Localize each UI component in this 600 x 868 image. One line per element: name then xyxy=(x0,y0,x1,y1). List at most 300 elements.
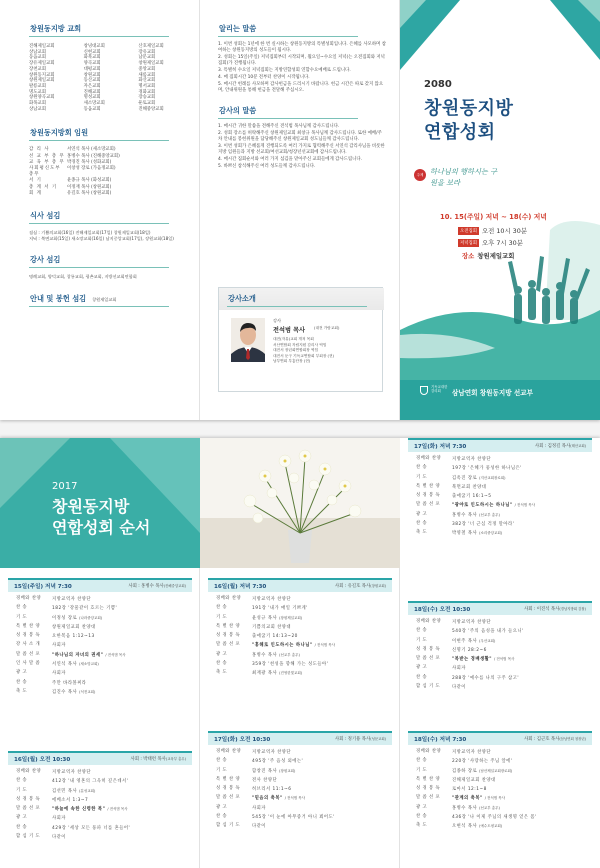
leader-text: 사회 : 정기용 목사 xyxy=(334,737,371,742)
item-main: 359장 '천성을 향해 가는 성도들아' xyxy=(252,662,329,668)
item-value xyxy=(452,813,584,822)
item-label: 축 도 xyxy=(16,688,28,694)
guide-text: 창원제일교회 xyxy=(92,296,117,302)
church-item: 자은교회 xyxy=(83,83,101,89)
item-main: 홍병수 목사 xyxy=(452,805,478,811)
notice-item: 4. 매 집회시간 10분 전부터 찬양이 시작됩니다. xyxy=(218,75,310,80)
item-label: 특 별 찬 양 xyxy=(16,623,41,629)
church-item: 화산교회 xyxy=(138,78,156,84)
schedule-title: 17일(화) 저녁 7:30 xyxy=(414,444,467,450)
panel-notices xyxy=(218,24,386,171)
item-label: 성 경 봉 독 xyxy=(16,633,41,639)
leader-text: 사회 : 박태련 목사 xyxy=(130,757,166,762)
lunch-text: 점심 : 기쁨의교회(16일) 진해제일교회(17일) 창원제일교회(18일) 저녁 : 북면교회(15일) 새소망교회(16일) 남지중앙교회(17일), 장원교회(18일) xyxy=(29,230,174,241)
item-main: 540장 '주의 음성을 내가 들으니' xyxy=(452,629,524,635)
item-value xyxy=(252,632,384,641)
item-note: (소리중앙교회) xyxy=(479,531,503,536)
item-main: 김옥진 장로 xyxy=(452,475,478,481)
item-note: (지산교회장로회) xyxy=(479,475,506,480)
item-value xyxy=(252,813,384,822)
item-main: 545장 '이 눈에 아무증거 아니 뵈어도' xyxy=(252,815,335,821)
item-main: 김선민 목사 xyxy=(52,788,78,794)
item-label: 경배와 찬양 xyxy=(16,769,42,774)
item-value xyxy=(452,492,584,501)
item-label: 말 씀 선 포 xyxy=(16,651,41,657)
item-label: 기 도 xyxy=(416,474,428,480)
item-value xyxy=(52,632,184,641)
church-item: 창원제일교회 xyxy=(138,61,164,67)
staff-row xyxy=(29,191,189,197)
evening-row xyxy=(458,238,523,247)
item-label: 찬 송 xyxy=(16,679,28,685)
host-text: 명례교회, 양덕교회, 창룡교회, 평촌교회, 지방선교회연합회 xyxy=(29,274,137,280)
item-value xyxy=(452,646,584,655)
schedule-items xyxy=(208,592,392,679)
item-note: (선교부 총무) xyxy=(479,805,500,810)
church-item: 명성교회 xyxy=(83,95,101,101)
fold-line xyxy=(199,0,200,420)
leader-text: 사회 : 이진석 목사 xyxy=(523,607,560,612)
leader-note: (교육부 총무) xyxy=(165,757,186,761)
item-main: 서연석 목사 xyxy=(52,662,78,668)
item-value xyxy=(252,651,384,660)
bio-item: 대전서 둔구 기독교연합회 부회장 (현) xyxy=(273,353,334,358)
item-note: / 전석범 목사 xyxy=(494,657,515,662)
schedule-header xyxy=(8,751,192,765)
speaker-heading: 강사소개 xyxy=(227,294,390,304)
item-note: (우산교회) xyxy=(479,638,496,643)
item-main: 197장 '은혜가 풍성한 하나님은' xyxy=(452,466,522,472)
item-main: "광야로 인도하시는 하나님" xyxy=(452,503,513,509)
item-main: 사회자 xyxy=(52,643,66,649)
notice-list xyxy=(218,42,386,94)
item-main: 이현주 목사 xyxy=(452,638,478,644)
item-note: (창원교회) xyxy=(279,768,296,773)
item-main: 436장 '나 이제 주님의 새생명 얻은 몸' xyxy=(452,815,537,821)
guide-row xyxy=(29,294,189,304)
morning-time: 오전 10시 30분 xyxy=(481,227,527,235)
item-main: "하늘에 속한 신령한 복" xyxy=(52,807,106,813)
item-value xyxy=(252,767,384,776)
cover-dates: 10. 15(주일) 저녁 ~ 18(수) 저녁 xyxy=(440,213,547,221)
item-label: 찬 송 xyxy=(16,778,28,784)
item-note: / 전석범 목사 xyxy=(105,652,126,657)
item-label: 기 도 xyxy=(216,767,228,773)
item-value xyxy=(452,511,584,520)
schedule-block xyxy=(8,751,192,868)
church-item: 상남교회 xyxy=(29,106,46,112)
item-label: 축 도 xyxy=(416,823,428,829)
footer-text: 삼남연회 창원동지방 선교부 xyxy=(452,389,534,397)
item-note: (선교부 총무) xyxy=(279,652,300,657)
church-item: 동산교회 xyxy=(83,78,101,84)
item-label: 축 도 xyxy=(216,670,228,676)
item-value xyxy=(52,614,184,623)
thanks-item: 2. 성회 장소를 허락해주신 창원제일교회 최창규 목사님께 감사드립니다. 또한 예배/주차 안내를 봉헌위원을 담당해주신 창원제일교회 성도님들께 감사드립니다. xyxy=(218,131,382,142)
item-main: 창원제일교회 찬양대 xyxy=(52,624,96,630)
church-item: 산호제일교회 xyxy=(138,44,164,49)
evening-tag: 저녁집회 xyxy=(460,240,477,246)
schedule-block xyxy=(408,438,592,598)
item-value xyxy=(452,794,584,803)
item-main: "복받는 경배생활" xyxy=(452,657,493,663)
cover-art xyxy=(400,0,600,420)
staff-title: 사회평신도부 총무 xyxy=(29,166,61,178)
cover-theme: 하나님의 행하시는 구원을 보라 xyxy=(430,167,498,187)
item-value xyxy=(252,614,384,623)
item-label: 성 경 봉 독 xyxy=(16,796,41,802)
bio-item: 대전서 장년회연합회장 역임 xyxy=(273,348,319,353)
notice-item: 3. 특별히 수요일 저녁집회는 지방연합성회 연합수요예배로 드립니다. xyxy=(218,68,351,73)
panel-info xyxy=(29,24,189,304)
item-main: 히브리서 11:1~6 xyxy=(252,787,292,793)
church-item: 창원양곡교회 xyxy=(29,95,55,101)
schedule-leader xyxy=(335,583,386,589)
staff-title: 교 육 부 총 무 xyxy=(29,159,65,165)
item-label: 성 경 봉 독 xyxy=(216,786,241,792)
item-label: 경배와 찬양 xyxy=(416,749,442,754)
speaker-church: (대전 가람교회) xyxy=(314,326,340,330)
schedule-items xyxy=(8,592,192,697)
schedule-block xyxy=(208,731,392,868)
bio-item: 대전(자유)교회 개척 목회 xyxy=(273,337,314,341)
item-value xyxy=(52,660,184,669)
item-label: 찬 송 xyxy=(216,661,228,667)
item-main: 박영철 목사 xyxy=(452,531,478,537)
church-item: 중앙교회 xyxy=(138,66,156,72)
morning-tag: 오전집회 xyxy=(460,228,477,234)
schedule-header xyxy=(408,438,592,452)
item-note: / 전석범 목사 xyxy=(314,643,335,648)
item-value xyxy=(52,805,184,814)
staff-person: 서연석 목사 (새소망교회) xyxy=(67,147,116,153)
item-main: 홍병수 목사 xyxy=(452,512,478,518)
schedule-leader xyxy=(524,606,586,612)
schedule-title: 17일(화) 오전 10:30 xyxy=(214,737,271,743)
schedule-items xyxy=(408,745,592,832)
item-label: 특 별 찬 양 xyxy=(416,483,441,489)
leader-note: (삼남연회 청장년) xyxy=(559,737,586,741)
staff-person: 윤종규 목사 (화성교회) xyxy=(67,178,112,184)
schedule-block xyxy=(408,601,592,728)
item-value xyxy=(452,804,584,813)
bio-item: 남부연회 부흥단장 (현) xyxy=(273,359,311,364)
speaker-bio xyxy=(273,337,381,365)
item-label: 찬 송 xyxy=(416,758,428,764)
schedule-leader xyxy=(128,583,186,589)
place-row xyxy=(462,251,514,260)
item-main: 오현석 목사 xyxy=(452,824,478,830)
item-value xyxy=(452,767,584,776)
item-label: 말 씀 선 포 xyxy=(416,795,441,801)
item-label: 찬 송 xyxy=(16,605,28,611)
item-label: 광 고 xyxy=(216,651,228,657)
staff-title: 감 리 사 xyxy=(29,147,50,153)
item-value xyxy=(452,748,584,757)
item-value xyxy=(252,660,384,669)
item-value xyxy=(452,683,584,692)
staff-title: 총 계 서 기 xyxy=(29,184,58,190)
item-value xyxy=(452,664,584,673)
item-main: 윤성규 목사 xyxy=(252,615,278,621)
item-value xyxy=(52,651,184,660)
item-main: 182장 '강물같이 흐르는 기쁨' xyxy=(52,606,118,612)
schedule-header xyxy=(208,578,392,592)
cover-title-line2: 연합성회 xyxy=(424,122,496,143)
item-value xyxy=(252,595,384,604)
item-value xyxy=(52,787,184,796)
leader-note: (창원교회) xyxy=(370,584,386,588)
item-value xyxy=(252,785,384,794)
thanks-item: 3. 이번 성회가 은혜롭게 진행되도록 여러 가지로 협력해주신 서연석 감리사님을 비롯한 지방 임원들과 지방 선교회/여선교회/청장년선교회에 감사드립니다. xyxy=(218,144,385,155)
item-main: 사회자 xyxy=(252,805,266,811)
item-value xyxy=(252,641,384,650)
item-label: 경배와 찬양 xyxy=(416,456,442,461)
church-item: 새롬교회 xyxy=(138,72,156,78)
item-label: 성 경 봉 독 xyxy=(416,646,441,652)
item-value xyxy=(452,757,584,766)
item-label: 찬 송 xyxy=(216,814,228,820)
item-main: 이정성 장로 xyxy=(52,615,78,621)
item-value xyxy=(252,776,384,785)
item-value xyxy=(452,520,584,529)
item-value xyxy=(252,748,384,757)
item-label: 성 경 봉 독 xyxy=(216,633,241,639)
item-value xyxy=(252,604,384,613)
item-main: 북면교회 찬양대 xyxy=(452,484,487,490)
item-main: 에베소서 1:3~7 xyxy=(52,797,89,803)
item-value xyxy=(452,674,584,683)
item-value xyxy=(52,688,184,697)
item-label: 합 심 기 도 xyxy=(16,834,41,840)
item-main: 최재광 목사 xyxy=(252,671,278,677)
notice-item: 2. 성회는 15일(주일) 저녁집회부터 시작되며, 월요일~수요일 저녁(는 오전집회와 저녁집회)가 진행됩니다. xyxy=(218,55,385,66)
brochure-inside xyxy=(0,438,600,868)
item-label: 찬 송 xyxy=(16,824,28,830)
item-label: 기 도 xyxy=(416,637,428,643)
staff-person: 이창성 장로 (가음정교회) xyxy=(67,166,116,172)
church-item: 장유교회 xyxy=(138,49,156,55)
item-value xyxy=(52,641,184,650)
item-label: 기 도 xyxy=(16,787,28,793)
leader-text: 사회 : 홍병수 목사 xyxy=(128,584,164,589)
item-main: 진해제일교회 찬양대 xyxy=(452,777,496,783)
item-label: 특 별 찬 양 xyxy=(416,776,441,782)
item-note: (선교부 총무) xyxy=(479,512,500,517)
footer-org xyxy=(431,385,447,393)
church-item: 새소망교회 xyxy=(83,101,105,107)
item-label: 광 고 xyxy=(16,670,28,676)
item-note: (분성교회) xyxy=(79,788,96,793)
item-label: 경배와 찬양 xyxy=(416,619,442,624)
item-value xyxy=(252,623,384,632)
item-label: 특 별 찬 양 xyxy=(216,623,241,629)
lunch-heading: 식사 섬김 xyxy=(29,211,189,221)
schedule-items xyxy=(8,765,192,842)
cover-number: 2080 xyxy=(424,79,452,90)
schedule-items xyxy=(408,615,592,692)
item-label: 기 도 xyxy=(216,614,228,620)
sheet-gap xyxy=(0,420,600,438)
church-item: 명서교회 xyxy=(138,83,156,89)
item-label: 강 사 소 개 xyxy=(16,642,41,648)
item-value xyxy=(52,669,184,678)
church-item: 동읍교회 xyxy=(83,106,101,112)
item-note: / 전석범 목사 xyxy=(284,796,306,801)
church-item: 창녕대교회 xyxy=(83,44,105,49)
speaker-name: 전석범 목사 xyxy=(273,327,306,334)
item-main: 전사 찬양단 xyxy=(252,777,278,783)
church-item: 장천교회 xyxy=(29,66,46,72)
item-value xyxy=(452,618,584,627)
item-main: 신명기 28:2~6 xyxy=(452,647,487,653)
item-label: 광 고 xyxy=(416,665,428,671)
item-note: (창원제일교회) xyxy=(279,615,303,620)
church-item: 양곡교회 xyxy=(83,61,101,67)
item-main: "하나님의 자녀의 권세" xyxy=(52,652,104,658)
thanks-item: 1. 매시간 귀한 말씀을 전해주신 전석범 목사님께 감사드립니다. xyxy=(218,124,340,129)
item-main: 기쁨의교회 찬양대 xyxy=(252,624,292,630)
church-item: 대평교회 xyxy=(83,66,101,72)
item-main: 사회자 xyxy=(52,671,66,677)
bio-item: 서산연합회 자립지원 감리사 역임 xyxy=(273,342,327,347)
item-label: 찬 송 xyxy=(416,465,428,471)
item-value xyxy=(452,627,584,636)
leader-text: 사회 : 유길호 목사 xyxy=(334,584,371,589)
schedule-block xyxy=(8,578,192,748)
item-main: 출애굽기 14:13~20 xyxy=(252,634,298,640)
inside-year: 2017 xyxy=(52,481,78,492)
church-item: 화북교회 xyxy=(83,55,101,61)
item-label: 성 경 봉 독 xyxy=(416,786,441,792)
item-main: 요한복음 1:12~13 xyxy=(52,634,95,640)
item-main: "믿음의 축복" xyxy=(252,796,283,802)
place-tag: 장소 xyxy=(462,252,475,260)
staff-person: 홍병수 목사 (진해중앙교회) xyxy=(67,153,120,159)
item-label: 기 도 xyxy=(416,767,428,773)
staff-heading: 창원동지방회 임원 xyxy=(29,128,189,138)
item-main: 다같이 xyxy=(252,824,266,830)
item-note: / 전석범 목사 xyxy=(107,807,128,812)
item-label: 찬 송 xyxy=(216,758,228,764)
item-main: 495장 '주 음성 외에는' xyxy=(252,759,304,765)
item-label: 찬 송 xyxy=(416,674,428,680)
church-item: 동읍교회 xyxy=(29,55,46,61)
speaker-box xyxy=(218,287,383,392)
item-label: 말 씀 선 포 xyxy=(216,795,241,801)
item-value xyxy=(452,655,584,664)
item-label: 기 도 xyxy=(16,614,28,620)
schedule-title: 15일(주일) 저녁 7:30 xyxy=(14,584,72,590)
schedule-items xyxy=(408,452,592,539)
item-main: 지방교역자 찬양단 xyxy=(452,750,492,755)
item-value xyxy=(52,595,184,604)
schedule-header xyxy=(408,601,592,615)
thanks-item: 4. 매시간 집회순서와 여러 가지 섬김을 맡아주신 교회들에게 감사드립니다. xyxy=(218,157,362,162)
item-value xyxy=(252,757,384,766)
item-main: 429장 '세상 모든 풍파 너를 흔들어' xyxy=(52,825,131,831)
item-main: 다같이 xyxy=(52,835,66,841)
item-label: 말 씀 선 포 xyxy=(416,502,441,508)
schedule-header xyxy=(408,731,592,745)
item-main: 출애굽기 16:1~5 xyxy=(452,494,492,500)
schedule-leader xyxy=(535,443,586,449)
item-value xyxy=(452,483,584,492)
item-value xyxy=(452,474,584,483)
host-heading: 강사 섬김 xyxy=(29,255,189,265)
church-item: 신현교회 xyxy=(83,49,101,55)
guide-heading: 안내 및 봉헌 섬김 xyxy=(30,293,87,303)
schedule-leader xyxy=(524,736,586,742)
item-main: 288장 '예수를 나의 구주 삼고' xyxy=(452,675,520,681)
item-note: / 전석범 목사 xyxy=(484,796,506,801)
item-value xyxy=(452,637,584,646)
schedule-leader xyxy=(335,736,386,742)
item-label: 경배와 찬양 xyxy=(216,749,242,754)
theme-tag: 주제 xyxy=(414,169,426,181)
leader-text: 사회 : 김근호 목사 xyxy=(523,737,560,742)
staff-person: 유길호 목사 (창원교회) xyxy=(67,190,112,196)
evening-time: 오후 7시 30분 xyxy=(481,239,523,247)
item-value xyxy=(52,833,184,842)
leader-note: (성문교회) xyxy=(370,737,386,741)
item-main: 지방교역자 찬양단 xyxy=(252,597,292,602)
speaker-role: 강사 xyxy=(273,318,282,323)
item-value xyxy=(452,464,584,473)
church-item: 창원제일교회 xyxy=(29,78,55,84)
item-label: 광 고 xyxy=(416,804,428,810)
item-label: 합 심 기 도 xyxy=(416,684,441,690)
schedule-block xyxy=(408,731,592,868)
item-label: 찬 송 xyxy=(416,628,428,634)
item-main: 220장 '사랑하는 주님 앞에' xyxy=(452,759,513,765)
church-item: 창원동지교회 xyxy=(29,72,55,78)
church-item: 장유제일교회 xyxy=(29,61,55,67)
panel-cover xyxy=(400,0,600,420)
item-main: 지방교역자 찬양단 xyxy=(52,770,92,775)
staff-title: 선 교 부 총 무 xyxy=(29,153,65,159)
staff-person: 박경진 목사 (성화교회) xyxy=(67,159,112,165)
item-value xyxy=(52,768,184,777)
brochure-outside xyxy=(0,0,600,420)
item-value xyxy=(52,604,184,613)
item-label: 광 고 xyxy=(216,804,228,810)
item-main: 사회자 xyxy=(52,816,66,822)
schedule-items xyxy=(208,745,392,832)
item-main: 홍병수 목사 xyxy=(252,652,278,658)
church-item: 화목교회 xyxy=(29,101,46,107)
methodist-logo xyxy=(420,386,428,395)
item-label: 찬 송 xyxy=(416,814,428,820)
item-label: 축 도 xyxy=(416,530,428,536)
leader-note: (진해중앙교회) xyxy=(163,584,186,588)
item-value xyxy=(452,455,584,464)
church-item: 진해교회 xyxy=(83,89,101,95)
church-item: 창원교회 xyxy=(83,72,101,78)
schedule-leader xyxy=(131,756,186,762)
inside-title-line1: 창원동지방 xyxy=(52,497,130,516)
leader-note: (경남지방회 감찰) xyxy=(559,607,586,611)
item-value xyxy=(52,777,184,786)
item-label: 성 경 봉 독 xyxy=(416,493,441,499)
item-main: 지방교역자 찬양단 xyxy=(52,597,92,602)
staff-title: 회 계 xyxy=(29,190,42,196)
item-value xyxy=(452,776,584,785)
inside-title-line2: 연합성회 순서 xyxy=(52,518,151,537)
churches-heading: 창원동지방 교회 xyxy=(29,24,189,34)
item-main: "홍해로 인도하시는 하나님" xyxy=(252,643,313,649)
schedule-title: 16일(월) 오전 10:30 xyxy=(14,757,71,763)
